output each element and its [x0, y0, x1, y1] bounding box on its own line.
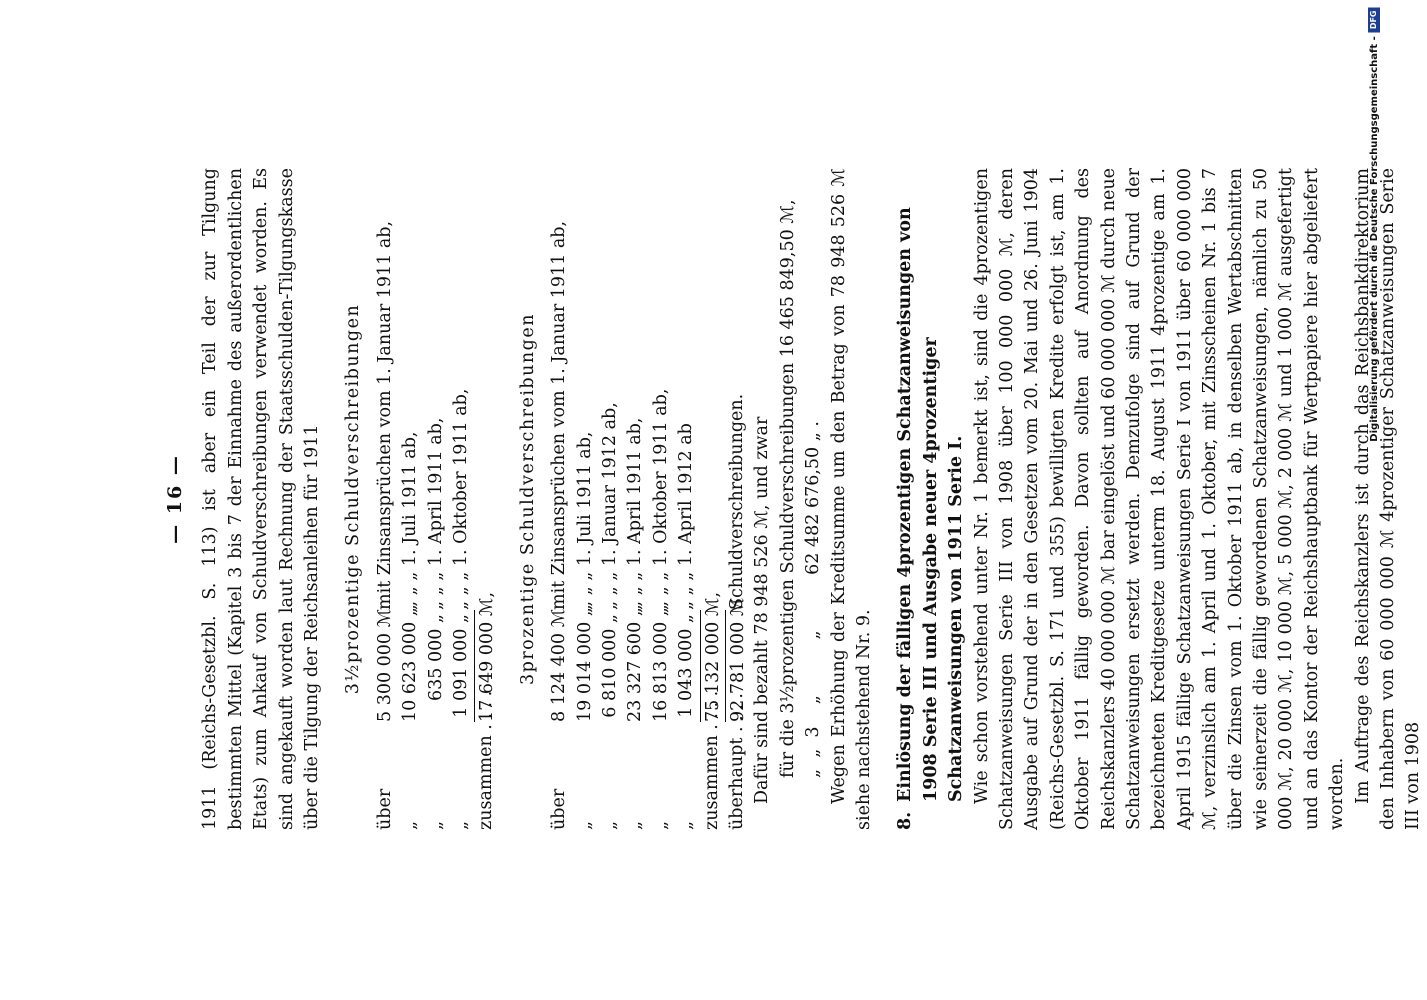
row-amount: 6 810 000 „ — [599, 614, 620, 718]
table-row — [398, 168, 423, 830]
sum-amount: 75 132 000 ℳ, — [700, 610, 725, 722]
table-row — [373, 168, 398, 830]
intro-paragraph: 1911 (Reichs-Gesetzbl. S. 113) ist aber ein Teil der zur Tilgung bestimmten Mittel (Kapitel 3 bis 7 der Einnahme des außerordentlichen Etats) zum Ankauf von Schuldverschreibungen verwendet worden. Es sind angekauft worden laut Rechnung der Staatsschulden-Tilgungskasse über die Tilgung der Reichsanleihen für 1911 — [200, 168, 323, 830]
row-label: „ — [574, 820, 595, 830]
table-row — [649, 168, 674, 830]
section-number: 8. — [895, 811, 916, 830]
row-amount: 5 300 000 ℳ — [374, 608, 395, 722]
table-row — [547, 168, 572, 830]
row-amount: 23 327 600 „ — [625, 607, 646, 722]
page-number: — 16 — — [164, 454, 186, 544]
table1 — [373, 168, 500, 830]
row-text: „ „ „ 1. April 1911 ab, — [425, 417, 446, 610]
row-label: über — [549, 788, 570, 830]
row-amount: 635 000 „ — [425, 614, 446, 701]
row-label: über — [374, 788, 395, 830]
dfg-note: Digitalisierung gefördert durch die Deutsche Forschungsgemeinschaft - — [1368, 36, 1380, 442]
table-sum-row — [700, 168, 725, 830]
row-amount: 1 091 000 „ — [451, 614, 472, 718]
total-amount: 92 781 000 ℳ — [725, 610, 750, 722]
row-label: „ — [425, 820, 446, 830]
section-paragraph: Wie schon vorstehend unter Nr. 1 bemerkt ist, sind die 4prozentigen Schatzanweisungen Serie III von 1908 über 100 000 000 ℳ, deren Ausgabe auf Grund der in den Gesetzen vom 20. Mai und 26. Juni 1904 (Reichs-Gesetzbl. S. 171 und 355) bewilligten Kredite erfolgt ist, am 1. Oktober 1911 fällig geworden. Davon sollten auf Anordnung des Reichskanzlers 40 000 000 ℳ bar eingelöst und 60 000 000 ℳ durch neue Schatzanweisungen ersetzt werden. Demzufolge sind auf Grund der bezeichneten Kreditgesetze unterm 18. August 1911 4prozentige am 1. April 1915 fällige Schatzanweisungen Serie I von 1911 über 60 000 000 ℳ, verzinslich am 1. April und 1. Oktober, mit Zinsscheinen Nr. 1 bis 7 über die Zinsen vom 1. Oktober 1911 ab, in denselben Wertabschnitten wie seinerzeit die fällig gewordenen Schatzanweisungen, nämlich zu 50 000 ℳ, 20 000 ℳ, 10 000 ℳ, 5 000 ℳ, 2 000 ℳ und 1 000 ℳ ausgefertigt und an das Kontor der Reichshauptbank für Wertpapiere hier abgeliefert worden. — [971, 168, 1348, 830]
row-label: „ — [650, 820, 671, 830]
sum-label: zusammen . . . . — [476, 690, 497, 830]
row-amount: 10 623 000 „ — [400, 607, 421, 722]
sum-label: zusammen . . . . — [701, 690, 722, 830]
row-label: „ — [400, 820, 421, 830]
section-heading — [893, 168, 969, 830]
dfg-footer — [1367, 8, 1381, 993]
sum-amount: 17 649 000 ℳ, — [474, 610, 499, 722]
row-label: „ — [676, 820, 697, 830]
row-label: „ — [599, 820, 620, 830]
section-title: Einlösung der fälligen 4prozentigen Schatzanweisungen von 1908 Serie III und Ausgabe neuer 4prozentiger Schatzanweisungen von 1911 Serie I. — [895, 207, 967, 802]
section-paragraph: Im Auftrage des Reichskanzlers ist durch das Reichsbankdirektorium den Inhabern von 60 000 000 ℳ 4prozentiger Schatzanweisungen Serie III von 1908 — [1352, 168, 1424, 830]
table-row — [598, 168, 623, 830]
row-label: „ — [625, 820, 646, 830]
payment-line: Dafür sind bezahlt 78 948 526 ℳ, und zwar — [752, 416, 773, 804]
table-row — [623, 168, 648, 830]
table-row — [674, 168, 699, 830]
row-amount: 8 124 400 ℳ — [549, 608, 570, 722]
row-text: „ „ „ 1. Juli 1911 ab, — [574, 431, 595, 610]
row-label: „ — [451, 820, 472, 830]
payment-line: „ „ 3 „ „ 62 482 676,50 „ . — [803, 421, 824, 778]
row-text: „ „ „ 1. April 1912 ab — [676, 423, 697, 610]
row-text: „ „ „ 1. April 1911 ab, — [625, 417, 646, 610]
row-text: „ „ „ 1. Oktober 1911 ab, — [650, 388, 671, 610]
table2 — [547, 168, 750, 830]
payment-note: Wegen Erhöhung der Kreditsumme um den Betrag von 78 948 526 ℳ siehe nachstehend Nr. 9. — [828, 168, 874, 830]
table1-title: 3½prozentige Schuldverschreibungen — [343, 303, 364, 695]
row-amount: 16 813 000 „ — [650, 607, 671, 722]
row-text: mit Zinsansprüchen vom 1. Januar 1911 ab, — [549, 220, 570, 610]
table-row — [449, 168, 474, 830]
table2-title: 3prozentige Schuldverschreibungen — [517, 312, 538, 686]
table-row — [424, 168, 449, 830]
row-amount: 19 014 000 „ — [574, 607, 595, 722]
row-text: „ „ „ 1. Oktober 1911 ab, — [451, 388, 472, 610]
total-label: überhaupt . . . . — [726, 693, 747, 830]
row-text: „ „ „ 1. Januar 1912 ab, — [599, 402, 620, 610]
dfg-logo: DFG — [1368, 8, 1380, 33]
table-sum-row — [474, 168, 499, 830]
table-row — [573, 168, 598, 830]
table-total-row — [725, 168, 750, 830]
payment-line: für die 3½prozentigen Schuldverschreibungen 16 465 849,50 ℳ, — [777, 199, 798, 778]
row-amount: 1 043 000 „ — [676, 614, 697, 718]
row-text: „ „ „ 1. Juli 1911 ab, — [400, 431, 421, 610]
row-text: mit Zinsansprüchen vom 1. Januar 1911 ab, — [374, 220, 395, 610]
total-text: Schuldverschreibungen. — [726, 393, 747, 610]
